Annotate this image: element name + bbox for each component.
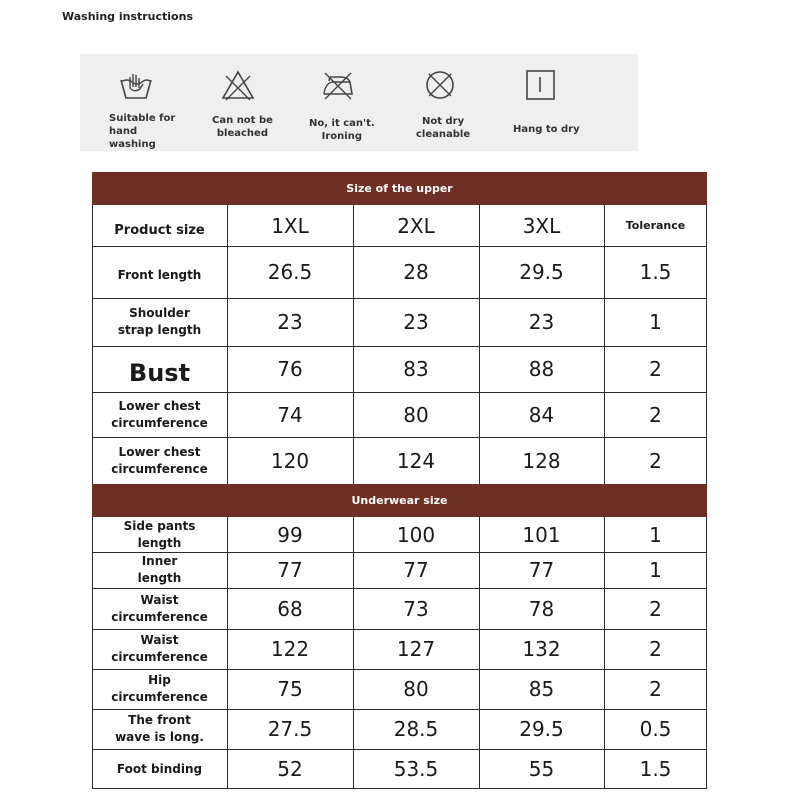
hand-wash-icon bbox=[118, 68, 154, 102]
cell-value: 2 bbox=[649, 677, 662, 701]
no-dry-clean-icon bbox=[422, 68, 458, 102]
row-label: Hip circumference bbox=[111, 673, 208, 704]
cell-value: 124 bbox=[396, 448, 436, 473]
cell-value: 84 bbox=[528, 402, 555, 427]
table-row bbox=[92, 517, 707, 552]
row-label: Lower chest circumference bbox=[111, 398, 208, 430]
row-label: Shoulder strap length bbox=[117, 306, 202, 337]
cell-value: 1 bbox=[649, 522, 662, 547]
cell-value: 52 bbox=[277, 757, 303, 781]
row-label: Inner length bbox=[137, 554, 182, 585]
cell-value: 120 bbox=[270, 448, 310, 473]
table-row bbox=[92, 749, 707, 789]
cell-value: 2 bbox=[649, 402, 662, 427]
header-size-1xl: 1XL bbox=[271, 213, 309, 238]
cell-value: 2 bbox=[649, 637, 662, 661]
cell-value: 29.5 bbox=[519, 260, 564, 284]
table-row bbox=[92, 298, 707, 346]
no-iron-icon bbox=[320, 68, 356, 102]
washing-icons-panel bbox=[80, 54, 638, 151]
upper-size-grid bbox=[92, 205, 707, 484]
table-row bbox=[92, 392, 707, 437]
wash-item-no-bleach: Can not be bleached bbox=[198, 54, 298, 151]
cell-value: 27.5 bbox=[267, 717, 313, 741]
cell-value: 73 bbox=[403, 596, 429, 621]
cell-value: 26.5 bbox=[267, 260, 313, 284]
cell-value: 29.5 bbox=[519, 717, 564, 741]
cell-value: 2 bbox=[649, 357, 662, 381]
cell-value: 80 bbox=[403, 402, 429, 427]
cell-value: 74 bbox=[277, 402, 303, 427]
hang-dry-icon bbox=[522, 68, 558, 102]
row-label: Foot binding bbox=[116, 761, 203, 776]
header-size-2xl: 2XL bbox=[397, 213, 435, 238]
cell-value: 53.5 bbox=[393, 757, 439, 781]
cell-value: 128 bbox=[522, 448, 561, 473]
cell-value: 122 bbox=[270, 637, 310, 661]
cell-value: 0.5 bbox=[639, 717, 672, 741]
size-chart-table bbox=[92, 172, 707, 789]
cell-value: 127 bbox=[396, 637, 436, 661]
cell-value: 23 bbox=[403, 310, 429, 334]
cell-value: 23 bbox=[277, 310, 303, 334]
table-row bbox=[92, 669, 707, 709]
wash-item-hand-wash: Suitable for hand washing bbox=[98, 54, 198, 151]
cell-value: 1 bbox=[649, 558, 662, 582]
table-row bbox=[92, 629, 707, 669]
cell-value: 2 bbox=[649, 448, 662, 473]
underwear-size-grid bbox=[92, 517, 707, 789]
row-label: Lower chest circumference bbox=[111, 444, 208, 476]
underwear-size-band: Underwear size bbox=[92, 484, 707, 517]
cell-value: 2 bbox=[649, 596, 662, 621]
cell-value: 78 bbox=[528, 596, 555, 621]
cell-value: 28 bbox=[403, 260, 429, 284]
table-row bbox=[92, 588, 707, 629]
table-row bbox=[92, 346, 707, 392]
row-label: Bust bbox=[128, 359, 191, 387]
cell-value: 77 bbox=[528, 558, 555, 582]
cell-value: 99 bbox=[277, 522, 303, 547]
cell-value: 132 bbox=[522, 637, 561, 661]
wash-item-hang-dry: Hang to dry bbox=[500, 54, 600, 151]
row-label: Waist circumference bbox=[111, 592, 208, 624]
table-row bbox=[92, 437, 707, 484]
cell-value: 1.5 bbox=[639, 260, 672, 284]
header-size-3xl: 3XL bbox=[522, 213, 561, 238]
cell-value: 85 bbox=[528, 677, 555, 701]
cell-value: 28.5 bbox=[393, 717, 439, 741]
row-label: Waist circumference bbox=[111, 633, 208, 664]
no-bleach-icon bbox=[220, 68, 256, 102]
row-label: The front wave is long. bbox=[115, 713, 204, 744]
cell-value: 77 bbox=[403, 558, 429, 582]
cell-value: 75 bbox=[277, 677, 303, 701]
row-label: Front length bbox=[117, 267, 202, 282]
wash-item-no-iron: No, it can't. Ironing bbox=[298, 54, 398, 151]
cell-value: 88 bbox=[528, 357, 555, 381]
cell-value: 1.5 bbox=[639, 757, 672, 781]
cell-value: 77 bbox=[277, 558, 303, 582]
header-tolerance: Tolerance bbox=[625, 219, 686, 232]
table-row bbox=[92, 552, 707, 588]
cell-value: 80 bbox=[403, 677, 429, 701]
wash-item-no-dry-clean: Not dry cleanable bbox=[398, 54, 498, 151]
washing-instructions-title: Washing instructions bbox=[62, 10, 193, 23]
cell-value: 23 bbox=[528, 310, 555, 334]
cell-value: 83 bbox=[403, 357, 429, 381]
cell-value: 76 bbox=[277, 357, 303, 381]
row-label: Side pants length bbox=[123, 518, 196, 550]
upper-size-band: Size of the upper bbox=[92, 172, 707, 205]
cell-value: 55 bbox=[528, 757, 555, 781]
upper-header-row bbox=[92, 205, 707, 246]
table-row bbox=[92, 709, 707, 749]
cell-value: 68 bbox=[277, 596, 303, 621]
table-row bbox=[92, 246, 707, 298]
cell-value: 1 bbox=[649, 310, 662, 334]
cell-value: 100 bbox=[396, 522, 436, 547]
cell-value: 101 bbox=[522, 522, 561, 547]
header-product-size: Product size bbox=[114, 223, 205, 238]
